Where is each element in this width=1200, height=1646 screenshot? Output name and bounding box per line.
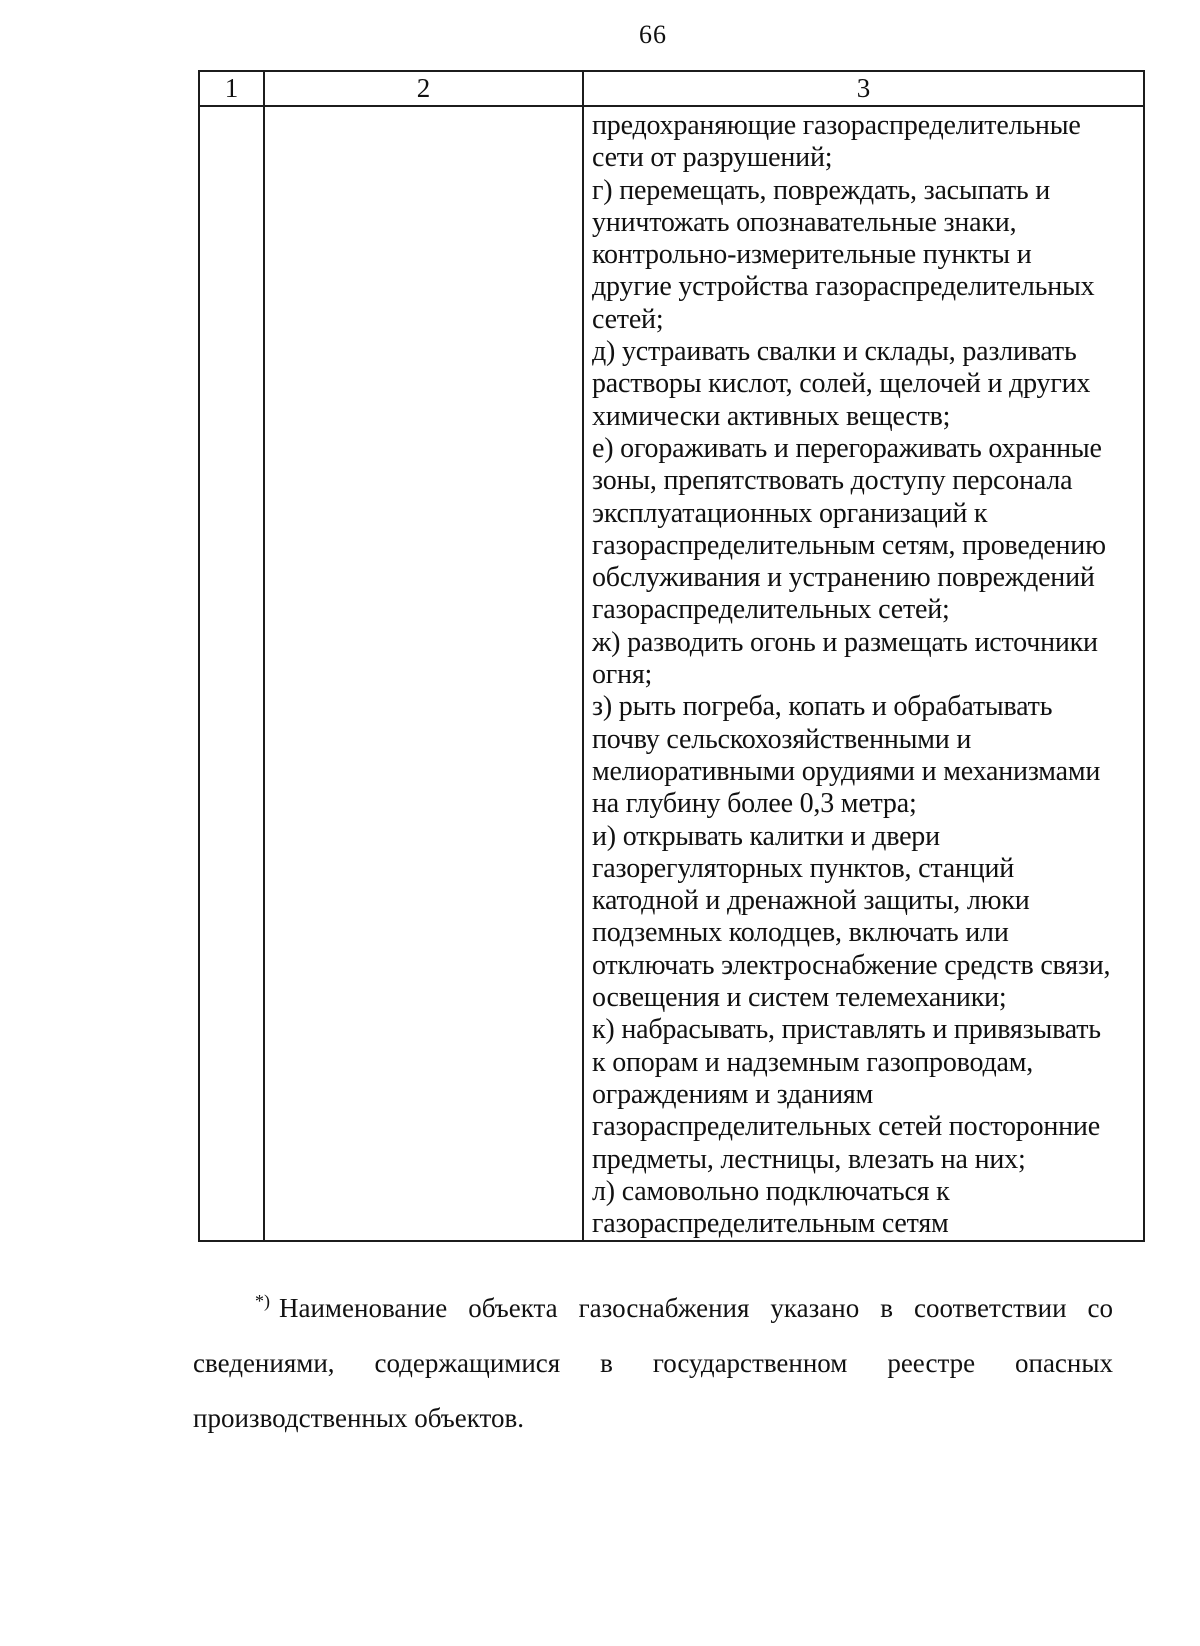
table-text-line: газораспределительных сетей; — [592, 594, 950, 626]
table-text-line: эксплуатационных организаций к — [592, 497, 988, 529]
table-text-line: уничтожать опознавательные знаки, — [592, 206, 1017, 238]
table-text-line: мелиоративными орудиями и механизмами — [592, 755, 1101, 787]
table-text-line: предохраняющие газораспределительные — [592, 110, 1081, 141]
table-text-line: другие устройства газораспределительных — [592, 271, 1095, 303]
table-text-line: катодной и дренажной защиты, люки — [592, 885, 1030, 917]
table-header-col1: 1 — [200, 72, 265, 105]
table-cell-col1 — [200, 107, 265, 1240]
table-text-line: предметы, лестницы, влезать на них; — [592, 1143, 1026, 1175]
table-text-line: на глубину более 0,3 метра; — [592, 788, 917, 820]
table-text-line: освещения и систем телемеханики; — [592, 982, 1007, 1014]
table-text-line: к опорам и надземным газопроводам, — [592, 1046, 1034, 1078]
footnote-line-1 — [193, 1281, 1113, 1336]
table-text-line: л) самовольно подключаться к — [592, 1175, 950, 1207]
table-text-line: сети от разрушений; — [592, 142, 833, 174]
table-text-line: з) рыть погреба, копать и обрабатывать — [592, 691, 1053, 723]
table-text-line: газораспределительным сетям — [592, 1208, 949, 1240]
table-text-line: растворы кислот, солей, щелочей и других — [592, 368, 1091, 400]
table-text-line: газораспределительных сетей посторонние — [592, 1111, 1100, 1143]
table-text-line: газорегуляторных пунктов, станций — [592, 852, 1015, 884]
table-text-line: ж) разводить огонь и размещать источники — [592, 626, 1098, 658]
table-text-line: подземных колодцев, включать или — [592, 917, 1009, 949]
table-text-line: е) огораживать и перегораживать охранные — [592, 432, 1102, 464]
table-text-line: огня; — [592, 659, 653, 691]
table-text-line: г) перемещать, повреждать, засыпать и — [592, 174, 1051, 206]
table-text-line: д) устраивать свалки и склады, разливать — [592, 336, 1077, 368]
table-header-col2: 2 — [265, 72, 584, 105]
table-header-row — [200, 72, 1143, 107]
table-text-line: к) набрасывать, приставлять и привязывать — [592, 1014, 1101, 1046]
footnote-line-2: сведениями, содержащимися в государственном реестре опасных — [193, 1348, 1113, 1378]
table-body-row — [200, 107, 1143, 1240]
table-text-line: отключать электроснабжение средств связи, — [592, 949, 1111, 981]
table-cell-col2 — [265, 107, 584, 1240]
table-text-line: и) открывать калитки и двери — [592, 820, 940, 852]
table-header-col3: 3 — [856, 73, 871, 103]
table-text-line: химически активных веществ; — [592, 400, 951, 432]
table-text-line: обслуживания и устранению повреждений — [592, 562, 1095, 594]
footnote-marker: *) — [255, 1291, 270, 1311]
prohibited-actions-list — [584, 107, 1143, 1240]
footnote-line-3: производственных объектов. — [193, 1403, 524, 1433]
table-cell-col3 — [584, 107, 1143, 1240]
table-text-line: почву сельскохозяйственными и — [592, 723, 972, 755]
table-text-line: контрольно-измерительные пункты и — [592, 239, 1032, 271]
page-number: 66 — [639, 20, 667, 49]
footnote — [193, 1281, 1113, 1446]
table-text-line: сетей; — [592, 303, 664, 335]
table-text-line: зоны, препятствовать доступу персонала — [592, 465, 1073, 497]
continuation-table — [198, 70, 1145, 1242]
table-text-line: газораспределительным сетям, проведению — [592, 529, 1106, 561]
footnote-text-1: Наименование объекта газоснабжения указано в соответствии со — [279, 1293, 1113, 1323]
table-text-line: ограждениям и зданиям — [592, 1078, 874, 1110]
